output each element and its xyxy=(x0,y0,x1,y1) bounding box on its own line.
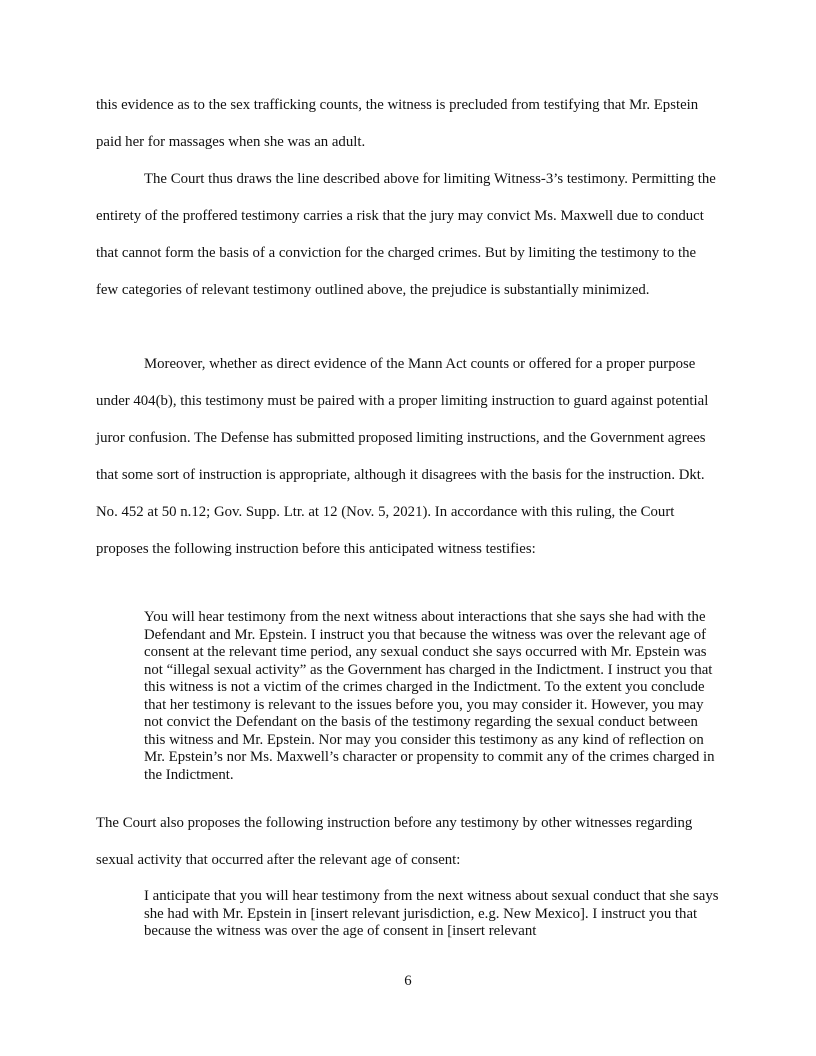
paragraph-1: this evidence as to the sex trafficking counts, the witness is precluded from testifying that Mr. Epstein paid her for massages when she was an adult. xyxy=(96,97,699,150)
page-number: 6 xyxy=(404,973,412,989)
paragraph-2: The Court thus draws the line described above for limiting Witness-3’s testimony. Permitting the entirety of the proffered testimony carries a risk that the jury may convict Ms. Maxwell due to conduct that cannot form the basis of a conviction for the charged crimes. But by limiting the testimony to the few categories of relevant testimony outlined above, the prejudice is substantially minimized. xyxy=(96,171,716,298)
block-quote-2: I anticipate that you will hear testimony from the next witness about sexual conduct that she says she had with Mr. Epstein in [insert relevant jurisdiction, e.g. New Mexico]. I instruct you that because the witness was over the age of consent in [insert relevant xyxy=(144,888,719,939)
block-quote-1: You will hear testimony from the next witness about interactions that she says she had with the Defendant and Mr. Epstein. I instruct you that because the witness was over the relevant age of consent at the relevant time period, any sexual conduct she says occurred with Mr. Epstein was not “illegal sexual activity” as the Government has charged in the Indictment. I instruct you that this witness is not a victim of the crimes charged in the Indictment. To the extent you conclude that her testimony is relevant to the issues before you, you may consider it. However, you may not convict the Defendant on the basis of the testimony regarding the sexual conduct between this witness and Mr. Epstein. Nor may you consider this testimony as any kind of reflection on Mr. Epstein’s nor Ms. Maxwell’s character or propensity to commit any of the crimes charged in the Indictment. xyxy=(144,609,715,783)
paragraph-3: Moreover, whether as direct evidence of the Mann Act counts or offered for a proper purpose under 404(b), this testimony must be paired with a proper limiting instruction to guard against potential juror confusion. The Defense has submitted proposed limiting instructions, and the Government agrees that some sort of instruction is appropriate, although it disagrees with the basis for the instruction. Dkt. No. 452 at 50 n.12; Gov. Supp. Ltr. at 12 (Nov. 5, 2021). In accordance with this ruling, the Court proposes the following instruction before this anticipated witness testifies: xyxy=(96,356,709,557)
paragraph-4: The Court also proposes the following instruction before any testimony by other witnesses regarding sexual activity that occurred after the relevant age of consent: xyxy=(96,815,693,868)
